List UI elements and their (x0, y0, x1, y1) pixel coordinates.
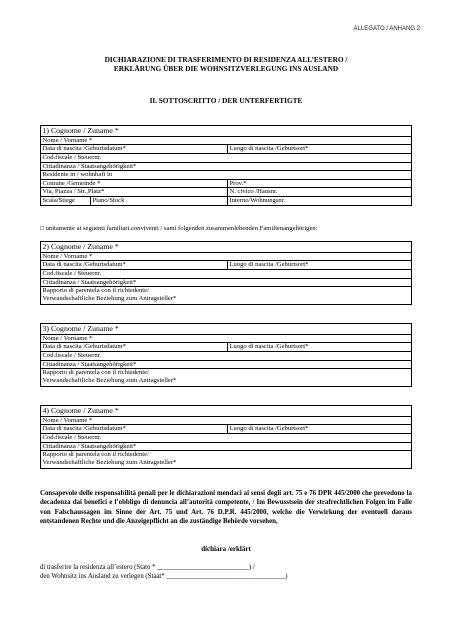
first-name-field[interactable]: Nome / Vorname * (41, 334, 412, 343)
citizenship-field[interactable]: Cittadinanza / Staatsangehörigkeit* (41, 442, 412, 451)
apartment-field[interactable]: Interno/Wohnungsnr. (228, 196, 412, 205)
relationship-field[interactable] (41, 287, 412, 305)
family-member-form (40, 241, 412, 305)
residence-label: Residente in / wohnhaft in (41, 171, 412, 180)
citizenship-field[interactable]: Cittadinanza / Staatsangehörigkeit* (41, 360, 412, 369)
birth-place-field[interactable]: Luogo di nascita /Geburtsort* (228, 145, 412, 154)
citizenship-field[interactable]: Cittadinanza / Staatsangehörigkeit* (41, 162, 412, 171)
tax-code-field[interactable]: Cod.fiscale / Steuernr. (41, 433, 412, 442)
annex-label: ALLEGATO / ANHANG 2 (353, 26, 420, 32)
surname-field[interactable]: 2) Cognome / Zuname * (41, 242, 412, 253)
birth-date-field[interactable]: Data di nascita /Geburtsdatum* (41, 145, 228, 154)
family-member-form (40, 323, 412, 387)
title-line-it: DICHIARAZIONE DI TRASFERIMENTO DI RESIDENZA ALL’ESTERO / (104, 55, 348, 64)
relationship-field[interactable] (41, 369, 412, 387)
birth-place-field[interactable]: Luogo di nascita /Geburtsort* (228, 343, 412, 352)
relationship-field[interactable] (41, 451, 412, 469)
birth-date-field[interactable]: Data di nascita /Geburtsdatum* (41, 343, 228, 352)
municipality-field[interactable]: Comune /Gemeinde * (41, 179, 228, 188)
first-name-field[interactable]: Nome / Vorname * (41, 252, 412, 261)
family-member-form (40, 405, 412, 469)
staircase-field[interactable]: Scala/Stiege (41, 196, 91, 205)
citizenship-field[interactable]: Cittadinanza / Staatsangehörigkeit* (41, 278, 412, 287)
tax-code-field[interactable]: Cod.fiscale / Steuernr. (41, 153, 412, 162)
province-field[interactable]: Prov.* (228, 179, 412, 188)
street-field[interactable]: Via, Piazza / Str.,Platz* (41, 188, 228, 197)
declares-heading: dichiara /erklärt (201, 545, 251, 553)
floor-field[interactable]: Piano/Stock (91, 196, 228, 205)
tax-code-field[interactable]: Cod.fiscale / Steuernr. (41, 351, 412, 360)
relationship-label-it: Rapporto di parentela con il richiedente/ (42, 287, 149, 295)
relationship-label-de: Verwandschaftliche Beziehung zum Antragsteller* (42, 377, 177, 385)
relationship-label-it: Rapporto di parentela con il richiedente/ (42, 369, 149, 377)
relationship-label-it: Rapporto di parentela con il richiedente/ (42, 451, 149, 459)
family-members-checkbox[interactable]: □ unitamente ai seguenti familiari conviventi / samt folgenden zusammenlebenden Familienangehörigen: (40, 225, 318, 232)
first-name-field[interactable]: Nome / Vorname * (41, 136, 412, 145)
house-number-field[interactable]: N. civico /Hausnr. (228, 188, 412, 197)
destination-state-it[interactable]: di trasferire la residenza all’estero (Stato * ___________________________) / (40, 564, 255, 571)
birth-place-field[interactable]: Luogo di nascita /Geburtsort* (228, 425, 412, 434)
surname-field[interactable]: 3) Cognome / Zuname * (41, 324, 412, 335)
birth-place-field[interactable]: Luogo di nascita /Geburtsort* (228, 261, 412, 270)
document-title (0, 55, 452, 73)
relationship-label-de: Verwandschaftliche Beziehung zum Antragsteller* (42, 459, 177, 467)
birth-date-field[interactable]: Data di nascita /Geburtsdatum* (41, 425, 228, 434)
destination-state-de[interactable]: den Wohnsitz ins Ausland zu verlegen (Staat* ___________________________________) (40, 573, 288, 580)
title-line-de: ERKLÄRUNG ÜBER DIE WOHNSITZVERLEGUNG INS AUSLAND (113, 64, 339, 73)
section-subtitle: IL SOTTOSCRITTO / DER UNTERFERTIGTE (149, 96, 303, 105)
first-name-field[interactable]: Nome / Vorname * (41, 416, 412, 425)
tax-code-field[interactable]: Cod.fiscale / Steuernr. (41, 269, 412, 278)
legal-declaration-text: Consapevole delle responsabilità penali per le dichiarazioni mendaci ai sensi degli art. 75 e 76 DPR 445/2000 che prevedono la decadenza dai benefici e l’obbligo di denuncia all’autorità competente, / Im Bewusstsein der strafrechtlichen Folgen im Falle von Falschaussagen im Sinne der Art. 75 und Art. 76 D.P.R. 445/2000, welche die Verwirkung der eventuell daraus entstandenen Rechte und die Anzeigepflicht an die zuständige Behörde vorsehen, (40, 490, 412, 526)
birth-date-field[interactable]: Data di nascita /Geburtsdatum* (41, 261, 228, 270)
surname-field[interactable]: 4) Cognome / Zuname * (41, 406, 412, 417)
surname-field[interactable]: 1) Cognome / Zuname * (41, 126, 412, 137)
relationship-label-de: Verwandschaftliche Beziehung zum Antragsteller* (42, 295, 177, 303)
applicant-form (40, 125, 412, 206)
